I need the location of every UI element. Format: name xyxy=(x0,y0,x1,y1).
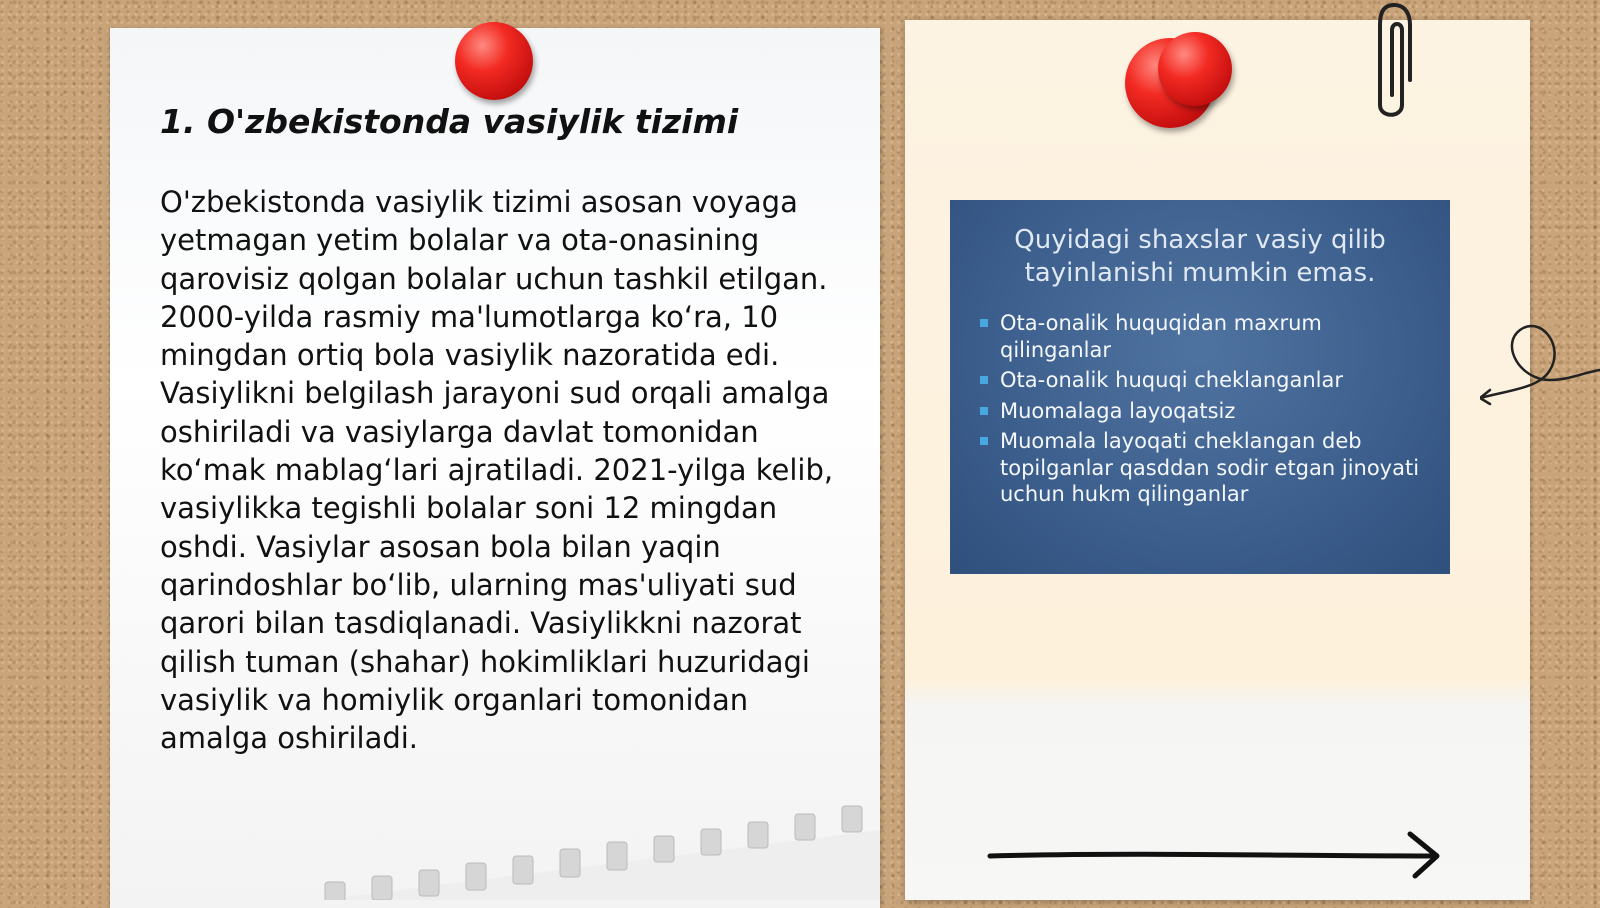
bullet-icon xyxy=(980,407,988,415)
left-note-title: 1. O'zbekistonda vasiylik tizimi xyxy=(160,102,739,141)
push-pin-icon xyxy=(455,22,533,100)
slide-list xyxy=(980,310,1430,512)
torn-edge-decoration xyxy=(320,800,880,900)
list-item-text: Muomala layoqati cheklangan deb topilganlar qasddan sodir etgan jinoyati uchun hukm qilinganlar xyxy=(1000,429,1420,506)
list-item-text: Muomalaga layoqatsiz xyxy=(1000,398,1236,423)
bullet-icon xyxy=(980,437,988,445)
slide-title: Quyidagi shaxslar vasiy qilib tayinlanishi mumkin emas. xyxy=(1014,225,1386,288)
arrow-right-icon xyxy=(985,830,1445,880)
list-item xyxy=(980,398,1430,425)
list-item-text: Ota-onalik huquqi cheklanganlar xyxy=(1000,368,1344,392)
bullet-icon xyxy=(980,319,988,327)
list-item xyxy=(980,367,1430,394)
list-item xyxy=(980,428,1430,508)
squiggle-arrow-icon xyxy=(1480,310,1600,410)
bullet-icon xyxy=(980,376,988,384)
left-note-body: O'zbekistonda vasiylik tizimi asosan voyaga yetmagan yetim bolalar va ota-onasining qarovisiz qolgan bolalar uchun tashkil etilgan. 2000-yilda rasmiy ma'lumotlarga ko‘ra, 10 mingdan ortiq bola vasiylik nazoratida edi. Vasiylikni belgilash jarayoni sud orqali amalga oshiriladi va vasiylarga davlat tomonidan ko‘mak mablag‘lari ajratiladi. 2021-yilga kelib, vasiylikka tegishli bolalar soni 12 mingdan oshdi. Vasiylar asosan bola bilan yaqin qarindoshlar bo‘lib, ularning mas'uliyati sud qarori bilan tasdiqlanadi. Vasiylikkni nazorat qilish tuman (shahar) hokimliklari huzuridagi vasiylik va homiylik organlari tomonidan amalga oshiriladi. xyxy=(160,185,834,756)
list-item-text: Ota-onalik huquqidan maxrum qilinganlar xyxy=(1000,311,1322,362)
list-item xyxy=(980,310,1430,363)
paperclip-icon xyxy=(1372,0,1422,125)
push-pin-icon xyxy=(1158,32,1232,106)
slide-card xyxy=(950,200,1450,574)
